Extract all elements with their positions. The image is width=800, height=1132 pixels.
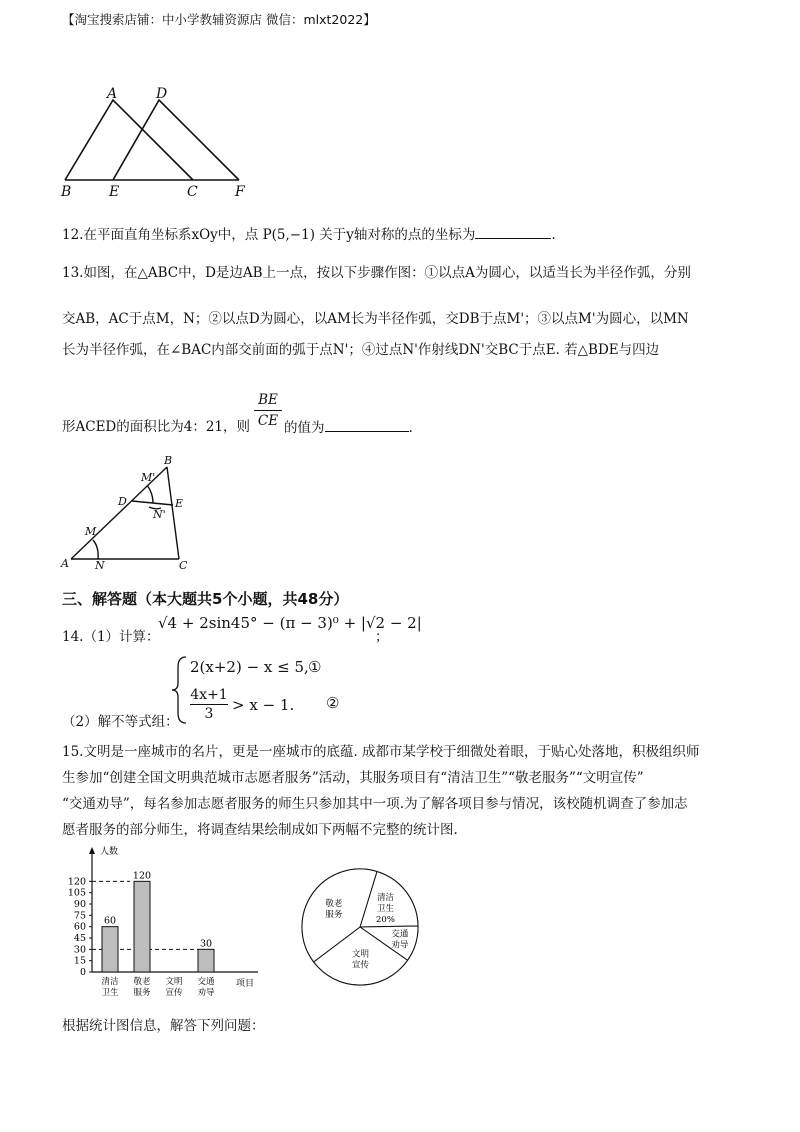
bar-y-tick-label: 15 <box>73 955 86 967</box>
q12-answer-blank <box>475 224 551 239</box>
page-header: 【淘宝搜索店铺：中小学教辅资源店 微信：mlxt2022】 <box>62 12 376 27</box>
bar-y-tick-label: 120 <box>67 876 86 888</box>
pie-slice-label: 敬老 <box>325 899 343 910</box>
pie-chart <box>295 862 425 992</box>
bar-y-tick-label: 0 <box>79 967 86 978</box>
bar <box>102 927 118 972</box>
pie-slice-label: 服务 <box>325 910 343 921</box>
bar-value-label: 120 <box>132 870 152 882</box>
q15-line-3: “交通劝导”，每名参加志愿者服务的师生只参加其中一项.为了解各项目参与情况，该校随机调查了参加志 <box>62 796 688 812</box>
pie-slice-label: 劝导 <box>391 940 409 951</box>
q13-line4-b: 的值为 <box>284 420 325 436</box>
bar-category-label: 敬老 <box>133 977 151 987</box>
q15-line-4: 愿者服务的部分师生，将调查结果绘制成如下两幅不完整的统计图. <box>62 822 458 838</box>
q14-expr: √4 + 2sin45° − (π − 3)⁰ + |√2 − 2| <box>158 614 422 632</box>
fig2-label-a: A <box>61 557 69 570</box>
bar-y-tick-label: 75 <box>73 910 86 922</box>
q14-ineq-1-tag: ① <box>308 658 322 676</box>
q13-end: . <box>408 420 413 436</box>
bar-category-label: 文明 <box>165 977 183 987</box>
pie-slice-label: 交通 <box>391 929 409 940</box>
triangle-figure-1 <box>55 82 265 198</box>
bar-value-label: 60 <box>103 915 117 927</box>
q13-line-3: 长为半径作弧，在∠BAC内部交前面的弧于点N'；④过点N'作射线DN'交BC于点E. 若△BDE与四边 <box>62 342 660 358</box>
fig1-label-d: D <box>156 86 168 102</box>
pie-slice-label: 宣传 <box>352 960 370 971</box>
fig1-label-f: F <box>235 184 245 198</box>
q13-answer-blank <box>325 417 409 432</box>
q14-ineq-2-rest: > x − 1. <box>232 696 295 714</box>
q15-after-text: 根据统计图信息，解答下列问题： <box>62 1018 265 1034</box>
fig1-label-e: E <box>109 184 120 198</box>
q13-line-4b <box>284 417 413 438</box>
q14-ineq-2-frac <box>190 686 228 723</box>
bar-category-label: 劝导 <box>197 988 215 998</box>
bar-y-tick-label: 60 <box>73 921 86 933</box>
fig2-label-n-prime: N' <box>153 508 166 521</box>
fig2-label-m-prime: M' <box>141 471 156 484</box>
bar-category-label: 宣传 <box>165 988 183 998</box>
fig1-label-c: C <box>187 184 198 198</box>
q14-part1-label: 14.（1）计算： <box>62 629 160 645</box>
fig2-label-e: E <box>175 497 184 510</box>
q15-line-2: 生参加“创建全国文明典范城市志愿者服务”活动，其服务项目有“清洁卫生”“敬老服务”“文明宣传” <box>62 770 644 786</box>
q12-text: 12.在平面直角坐标系xOy中，点 P(5,−1) 关于y轴对称的点的坐标为 <box>62 227 476 243</box>
q14-ineq2-den: 3 <box>204 706 214 722</box>
bar-y-tick-label: 105 <box>67 887 86 899</box>
pie-slice-label: 清洁 <box>376 892 394 903</box>
fig2-label-m: M <box>85 525 97 538</box>
bar <box>134 881 150 972</box>
triangle-figure-2 <box>55 455 205 573</box>
bar-y-axis-arrow <box>89 847 95 854</box>
fig2-label-d: D <box>118 495 127 508</box>
q13-line-4 <box>62 417 250 437</box>
bar-y-tick-label: 45 <box>73 933 86 944</box>
bar-category-label: 卫生 <box>101 988 119 998</box>
q13-frac-den: CE <box>257 413 279 429</box>
q15-line-1: 15.文明是一座城市的名片，更是一座城市的底蕴. 成都市某学校于细微处着眼，于贴心处落地，积极组织师 <box>62 744 700 760</box>
bar-x-label: 项目 <box>236 979 255 989</box>
fig2-label-n: N <box>95 559 105 572</box>
q14-part1-end: ； <box>375 629 389 645</box>
q12-end: . <box>551 227 556 243</box>
bar-value-label: 30 <box>199 938 213 950</box>
q13-line-1: 13.如图，在△ABC中，D是边AB上一点，按以下步骤作图：①以点A为圆心，以适当长为半径作弧，分别 <box>62 265 691 281</box>
q13-line4-a: 形ACED的面积比为4：21，则 <box>62 419 251 435</box>
fig2-label-c: C <box>179 559 188 572</box>
q13-frac-num: BE <box>254 390 282 411</box>
fig2-label-b: B <box>164 455 173 467</box>
pie-slice-label: 卫生 <box>376 903 394 914</box>
bar-chart <box>58 842 278 1002</box>
question-12 <box>62 224 556 245</box>
section-3-title: 三、解答题（本大题共5个小题，共48分） <box>62 590 349 608</box>
bar <box>198 949 214 972</box>
bar-category-label: 交通 <box>197 977 215 987</box>
q14-ineq-2-tag: ② <box>326 694 340 712</box>
bar-y-tick-label: 90 <box>73 899 86 910</box>
bar-category-label: 清洁 <box>101 977 119 987</box>
bar-y-tick-label: 30 <box>73 944 86 956</box>
q13-fraction <box>254 390 282 431</box>
bar-y-label: 人数 <box>100 847 119 857</box>
q14-ineq-1: 2(x+2) − x ≤ 5, <box>190 658 309 676</box>
fig1-label-a: A <box>107 86 118 102</box>
q13-line-2: 交AB，AC于点M，N；②以点D为圆心，以AM长为半径作弧，交DB于点M'；③以点M'为圆心，以MN <box>62 311 689 327</box>
fig1-label-b: B <box>61 184 72 198</box>
q14-ineq2-num: 4x+1 <box>190 687 228 703</box>
q14-part2-label: （2）解不等式组： <box>62 714 179 730</box>
bar-category-label: 服务 <box>133 988 151 998</box>
pie-slice-label: 文明 <box>352 949 370 960</box>
pie-slice-label: 20% <box>376 914 395 925</box>
